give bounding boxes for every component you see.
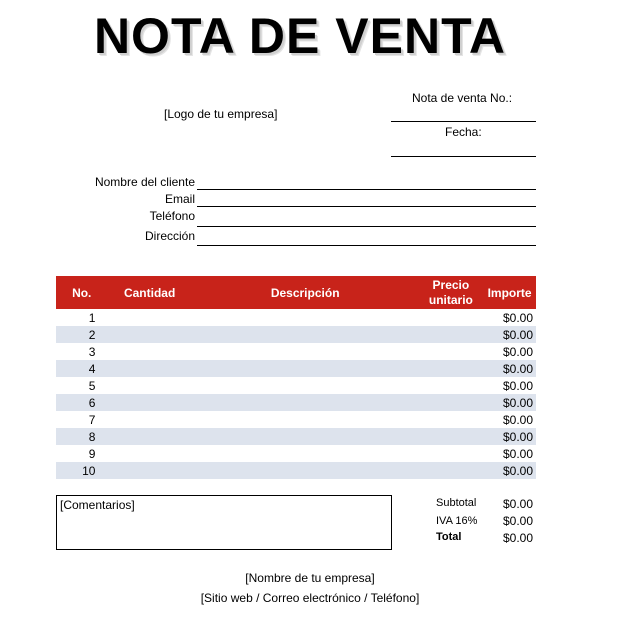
row-unit-price[interactable]	[419, 445, 484, 462]
table-header-row	[56, 276, 536, 309]
tax-label: IVA 16%	[436, 515, 478, 527]
row-quantity[interactable]	[107, 462, 191, 479]
row-amount: $0.00	[502, 378, 533, 393]
table-row	[56, 428, 536, 445]
row-amount: $0.00	[483, 360, 536, 377]
table-row	[56, 343, 536, 360]
header-amount: Importe	[483, 276, 536, 309]
row-number: 2	[56, 326, 107, 343]
total-value: $0.00	[502, 531, 533, 545]
row-unit-price[interactable]	[419, 326, 484, 343]
row-number: 5	[88, 378, 96, 393]
row-unit-price[interactable]	[419, 309, 484, 326]
note-number-label: Nota de venta No.:	[412, 91, 513, 105]
row-quantity[interactable]	[107, 377, 191, 394]
address-label: Dirección	[144, 229, 195, 243]
row-number: 9	[88, 446, 96, 461]
row-number: 7	[88, 412, 96, 427]
row-number: 4	[56, 360, 107, 377]
row-unit-price[interactable]	[419, 343, 484, 360]
row-amount: $0.00	[483, 428, 536, 445]
row-unit-price[interactable]	[419, 360, 484, 377]
total-label: Total	[436, 531, 462, 543]
row-unit-price[interactable]	[419, 394, 484, 411]
items-table	[56, 276, 536, 479]
row-description[interactable]	[192, 309, 419, 326]
row-number: 10	[56, 462, 107, 479]
row-amount: $0.00	[483, 462, 536, 479]
row-unit-price[interactable]	[419, 462, 484, 479]
row-quantity[interactable]	[107, 411, 191, 428]
row-number: 8	[56, 428, 107, 445]
tax-value: $0.00	[502, 514, 533, 528]
row-description[interactable]	[192, 377, 419, 394]
document-title: NOTA DE VENTA	[93, 8, 507, 64]
row-amount: $0.00	[502, 344, 533, 359]
date-label: Fecha:	[445, 125, 482, 139]
row-number: 1	[88, 310, 96, 325]
row-amount: $0.00	[502, 310, 533, 325]
row-amount: $0.00	[483, 394, 536, 411]
header-unit-price	[419, 276, 484, 309]
row-description[interactable]	[192, 360, 419, 377]
date-field[interactable]	[391, 156, 536, 157]
row-quantity[interactable]	[107, 309, 191, 326]
row-unit-price[interactable]	[419, 377, 484, 394]
row-description[interactable]	[192, 326, 419, 343]
address-field[interactable]	[197, 245, 536, 246]
row-number: 3	[88, 344, 96, 359]
header-unit-price-line2: unitario	[428, 292, 473, 307]
row-quantity[interactable]	[107, 428, 191, 445]
customer-name-label: Nombre del cliente	[94, 175, 195, 189]
table-row	[56, 360, 536, 377]
email-field[interactable]	[197, 206, 536, 207]
row-number: 6	[56, 394, 107, 411]
row-quantity[interactable]	[107, 326, 191, 343]
comments-placeholder: [Comentarios]	[60, 498, 135, 512]
row-amount: $0.00	[483, 326, 536, 343]
header-unit-price-line1: Precio	[432, 277, 470, 292]
comments-box[interactable]	[56, 495, 392, 550]
footer-company: [Nombre de tu empresa]	[245, 571, 375, 585]
note-number-field[interactable]	[391, 121, 536, 122]
row-description[interactable]	[192, 343, 419, 360]
row-quantity[interactable]	[107, 360, 191, 377]
header-no: No.	[56, 276, 107, 309]
table-row	[56, 326, 536, 343]
email-label: Email	[164, 192, 195, 206]
row-description[interactable]	[192, 428, 419, 445]
phone-label: Teléfono	[149, 209, 195, 223]
footer-contact: [Sitio web / Correo electrónico / Teléfono]	[200, 591, 420, 605]
logo-placeholder: [Logo de tu empresa]	[164, 107, 278, 121]
row-description[interactable]	[192, 394, 419, 411]
customer-name-field[interactable]	[197, 189, 536, 190]
row-quantity[interactable]	[107, 394, 191, 411]
row-amount: $0.00	[502, 412, 533, 427]
table-row	[56, 462, 536, 479]
phone-field[interactable]	[197, 226, 536, 227]
row-description[interactable]	[192, 411, 419, 428]
row-quantity[interactable]	[107, 343, 191, 360]
table-row	[56, 411, 536, 428]
row-unit-price[interactable]	[419, 411, 484, 428]
header-description: Descripción	[192, 276, 419, 309]
header-quantity: Cantidad	[107, 276, 191, 309]
table-row	[56, 394, 536, 411]
row-description[interactable]	[192, 462, 419, 479]
row-quantity[interactable]	[107, 445, 191, 462]
row-description[interactable]	[192, 445, 419, 462]
table-row	[56, 309, 536, 326]
subtotal-label: Subtotal	[436, 497, 477, 509]
subtotal-value: $0.00	[502, 497, 533, 511]
table-row	[56, 445, 536, 462]
row-amount: $0.00	[502, 446, 533, 461]
row-unit-price[interactable]	[419, 428, 484, 445]
table-row	[56, 377, 536, 394]
